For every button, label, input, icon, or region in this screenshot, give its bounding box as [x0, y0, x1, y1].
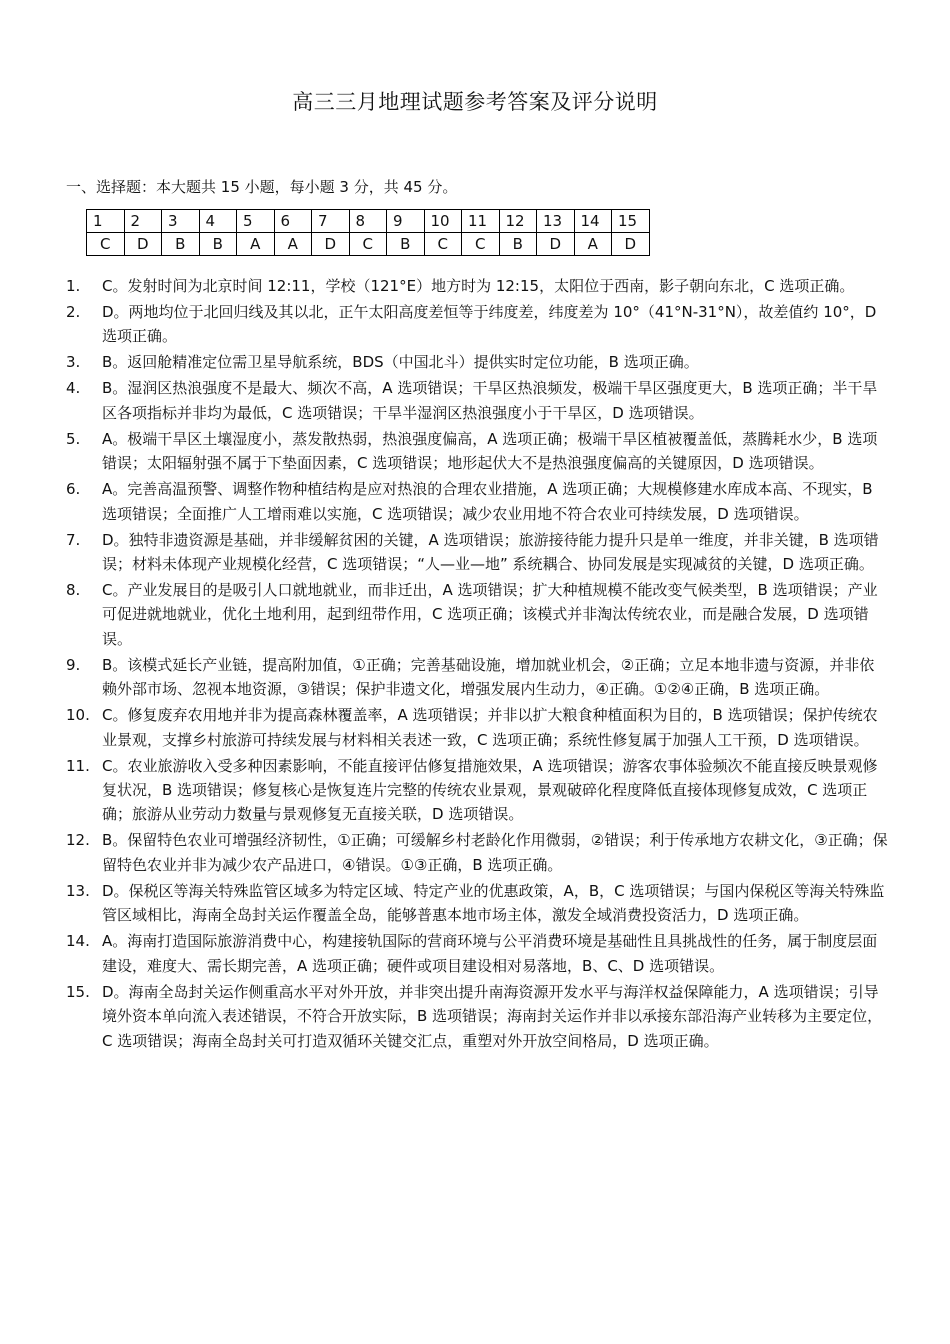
item-text: A。海南打造国际旅游消费中心，构建接轨国际的营商环境与公平消费环境是基础性且具挑战性的任务，属于制度层面建设，难度大、需长期完善，A 选项正确；硬件或项目建设相对易落地，B、C、D 选项错误。 — [102, 932, 878, 975]
explanation-item — [66, 477, 888, 526]
explanation-item — [66, 980, 888, 1053]
question-number-cell: 12 — [499, 210, 537, 233]
explanation-item — [66, 578, 888, 651]
item-number: 10. — [66, 706, 90, 725]
question-number-cell: 9 — [387, 210, 425, 233]
answer-table — [86, 209, 650, 256]
item-number: 8. — [66, 581, 81, 600]
question-number-cell: 10 — [424, 210, 462, 233]
item-text: D。海南全岛封关运作侧重高水平对外开放，并非突出提升南海资源开发水平与海洋权益保障能力，A 选项错误；引导境外资本单向流入表述错误，不符合开放实际，B 选项错误；海南封关运作并非以承接东部沿海产业转移为主要定位，C 选项错误；海南全岛封关可打造双循环关键交汇点，重塑对外开放空间格局，D 选项正确。 — [102, 982, 883, 1050]
answer-letter-cell: A — [274, 233, 312, 256]
question-number-cell: 3 — [162, 210, 200, 233]
item-text: C。产业发展目的是吸引人口就地就业，而非迁出，A 选项错误；扩大种植规模不能改变气候类型，B 选项错误；产业可促进就地就业，优化土地利用，起到纽带作用，C 选项正确；该模式并非淘汰传统农业，而是融合发展，D 选项错误。 — [102, 581, 878, 648]
item-text: D。两地均位于北回归线及其以北，正午太阳高度差恒等于纬度差，纬度差为 10°（41°N-31°N），故差值约 10°，D 选项正确。 — [102, 303, 877, 346]
explanation-item — [66, 350, 888, 374]
answer-letter-cell: B — [499, 233, 537, 256]
item-text: C。农业旅游收入受多种因素影响，不能直接评估修复措施效果，A 选项错误；游客农事体验频次不能直接反映景观修复状况，B 选项错误；修复核心是恢复连片完整的传统农业景观，景观破碎化程度降低直接体现修复成效，C 选项正确；旅游从业劳动力数量与景观修复无直接关联，D 选项错误。 — [102, 756, 878, 824]
explanation-item — [66, 754, 888, 827]
item-number: 4. — [66, 379, 81, 398]
item-number: 5. — [66, 429, 81, 448]
item-text: B。湿润区热浪强度不是最大、频次不高，A 选项错误；干旱区热浪频发，极端干旱区强度更大，B 选项正确；半干旱区各项指标并非均为最低，C 选项错误；干旱半湿润区热浪强度小于干旱区，D 选项错误。 — [102, 379, 878, 422]
explanation-item — [66, 653, 888, 702]
item-text: A。完善高温预警、调整作物种植结构是应对热浪的合理农业措施，A 选项正确；大规模修建水库成本高、不现实，B 选项错误；全面推广人工增雨难以实施，C 选项错误；减少农业用地不符合农业可持续发展，D 选项错误。 — [102, 480, 873, 523]
item-number: 3. — [66, 353, 81, 372]
explanation-item — [66, 929, 888, 978]
question-number-cell: 15 — [612, 210, 650, 233]
answer-letter-cell: C — [462, 233, 500, 256]
item-text: C。发射时间为北京时间 12:11，学校（121°E）地方时为 12:15，太阳位于西南，影子朝向东北，C 选项正确。 — [102, 277, 855, 295]
question-number-cell: 6 — [274, 210, 312, 233]
item-text: B。保留特色农业可增强经济韧性，①正确；可缓解乡村老龄化作用微弱，②错误；利于传承地方农耕文化，③正确；保留特色农业并非为减少农产品进口，④错误。①③正确，B 选项正确。 — [102, 831, 888, 874]
answer-letter-cell: D — [537, 233, 575, 256]
explanation-item — [66, 703, 888, 752]
answer-letter-cell: D — [312, 233, 350, 256]
question-number-cell: 5 — [237, 210, 275, 233]
question-number-cell: 8 — [349, 210, 387, 233]
item-text: B。该模式延长产业链，提高附加值，①正确；完善基础设施，增加就业机会，②正确；立足本地非遗与资源，并非依赖外部市场、忽视本地资源，③错误；保护非遗文化，增强发展内生动力，④正确。①②④正确，B 选项正确。 — [102, 655, 875, 699]
item-number: 12. — [66, 831, 90, 850]
explanation-item — [66, 528, 888, 577]
explanation-item — [66, 828, 888, 877]
answer-letter-cell: C — [424, 233, 462, 256]
explanation-item — [66, 376, 888, 425]
item-number: 14. — [66, 932, 90, 951]
question-number-cell: 7 — [312, 210, 350, 233]
answer-table-letter-row — [87, 233, 650, 256]
item-text: D。独特非遗资源是基础，并非缓解贫困的关键，A 选项错误；旅游接待能力提升只是单一维度，并非关键，B 选项错误；材料未体现产业规模化经营，C 选项错误；“人—业—地” 系统耦合、协同发展是实现减贫的关键，D 选项正确。 — [102, 530, 879, 574]
explanation-item — [66, 300, 888, 349]
explanation-list — [66, 274, 888, 1055]
question-number-cell: 14 — [574, 210, 612, 233]
answer-letter-cell: C — [87, 233, 125, 256]
item-number: 9. — [66, 655, 81, 674]
answer-letter-cell: D — [612, 233, 650, 256]
explanation-item — [66, 274, 888, 298]
item-number: 6. — [66, 480, 81, 499]
question-number-cell: 2 — [124, 210, 162, 233]
question-number-cell: 13 — [537, 210, 575, 233]
item-text: C。修复废弃农用地并非为提高森林覆盖率，A 选项错误；并非以扩大粮食种植面积为目的，B 选项错误；保护传统农业景观，支撑乡村旅游可持续发展与材料相关表述一致，C 选项正确；系统性修复属于加强人工干预，D 选项错误。 — [102, 706, 878, 749]
answer-letter-cell: B — [162, 233, 200, 256]
section-header: 一、选择题：本大题共 15 小题，每小题 3 分，共 45 分。 — [66, 178, 458, 196]
answer-letter-cell: A — [574, 233, 612, 256]
item-number: 11. — [66, 756, 90, 775]
item-text: B。返回舱精准定位需卫星导航系统，BDS（中国北斗）提供实时定位功能，B 选项正确。 — [102, 353, 699, 372]
explanation-item — [66, 427, 888, 476]
item-number: 15. — [66, 982, 90, 1001]
item-text: D。保税区等海关特殊监管区域多为特定区域、特定产业的优惠政策，A，B，C 选项错误；与国内保税区等海关特殊监管区域相比，海南全岛封关运作覆盖全岛，能够普惠本地市场主体，激发全域消费投资活力，D 选项正确。 — [102, 881, 885, 925]
item-text: A。极端干旱区土壤湿度小，蒸发散热弱，热浪强度偏高，A 选项正确；极端干旱区植被覆盖低，蒸腾耗水少，B 选项错误；太阳辐射强不属于下垫面因素，C 选项错误；地形起伏大不是热浪强度偏高的关键原因，D 选项错误。 — [102, 429, 878, 473]
answer-letter-cell: D — [124, 233, 162, 256]
item-number: 7. — [66, 530, 81, 549]
document-title: 高三三月地理试题参考答案及评分说明 — [292, 90, 658, 114]
item-number: 13. — [66, 881, 90, 900]
question-number-cell: 1 — [87, 210, 125, 233]
question-number-cell: 11 — [462, 210, 500, 233]
item-number: 2. — [66, 303, 81, 321]
explanation-item — [66, 879, 888, 928]
answer-letter-cell: B — [199, 233, 237, 256]
answer-letter-cell: A — [237, 233, 275, 256]
item-number: 1. — [66, 277, 81, 295]
question-number-cell: 4 — [199, 210, 237, 233]
answer-letter-cell: B — [387, 233, 425, 256]
answer-letter-cell: C — [349, 233, 387, 256]
answer-table-number-row — [87, 210, 650, 233]
